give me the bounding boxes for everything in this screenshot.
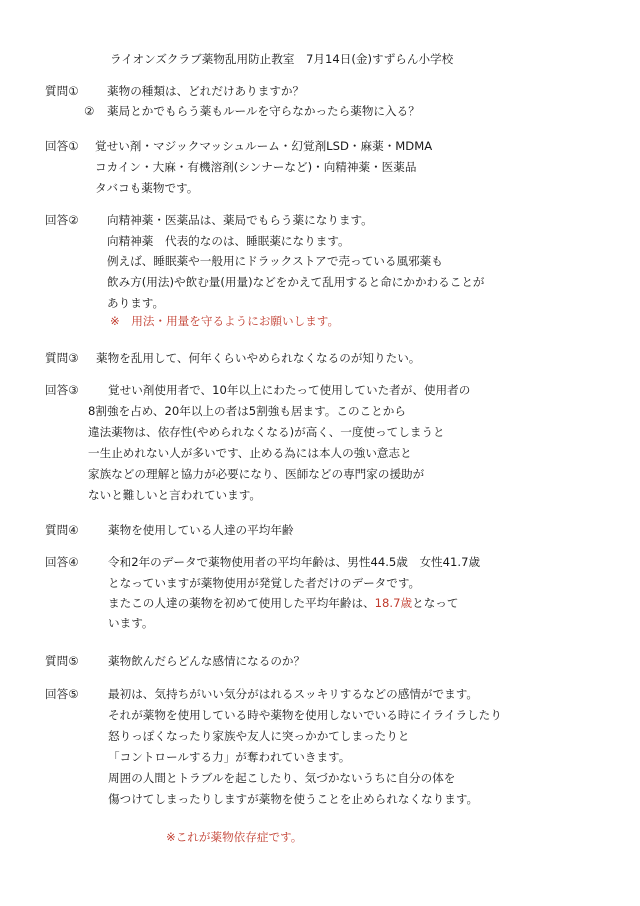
question-5-text: 薬物飲んだらどんな感情になるのか？ — [108, 654, 306, 668]
answer-3-line: 覚せい剤使用者で、10年以上にわたって使用していた者が、使用者の — [108, 383, 471, 397]
answer-1-label: 回答① — [45, 139, 79, 153]
answer-4-line: 令和2年のデータで薬物使用者の平均年齢は、男性44.5歳 女性41.7歳 — [108, 555, 481, 569]
answer-3-line: 一生止めれない人が多いです、止める為には本人の強い意志と — [88, 446, 412, 460]
answer-3-line: 家族などの理解と協力が必要になり、医師などの専門家の援助が — [88, 467, 425, 481]
answer-3-line: 8割強を占め、20年以上の者は5割強も居ます。このことから — [88, 404, 406, 418]
answer-2-line: 向精神薬・医薬品は、薬局でもらう薬になります。 — [107, 213, 373, 227]
answer-2-line: あります。 — [107, 296, 165, 310]
answer-3-label: 回答③ — [45, 383, 79, 397]
answer-1-line: コカイン・大麻・有機溶剤(シンナーなど)・向精神薬・医薬品 — [95, 160, 417, 174]
answer-5-line: 最初は、気持ちがいい気分がはれるスッキリするなどの感情がでます。 — [108, 687, 478, 701]
answer-4-line3-text: またこの人達の薬物を初めて使用した平均年齢は、 — [108, 596, 375, 610]
answer-4-label: 回答④ — [45, 555, 79, 569]
answer-2-note: ※ 用法・用量を守るようにお願いします。 — [110, 314, 340, 328]
answer-4-average-age: 18.7歳 — [374, 596, 413, 610]
document-title: ライオンズクラブ薬物乱用防止教室 7月14日(金)すずらん小学校 — [110, 52, 454, 66]
question-2-text: 薬局とかでもらう薬もルールを守らなかったら薬物に入る？ — [107, 104, 420, 118]
question-3-text: 薬物を乱用して、何年くらいやめられなくなるのが知りたい。 — [96, 351, 421, 365]
question-3-label: 質問③ — [45, 351, 79, 365]
answer-5-label: 回答⑤ — [45, 687, 79, 701]
answer-5-line: 傷つけてしまったりしますが薬物を使うことを止められなくなります。 — [108, 792, 479, 806]
question-1-text: 薬物の種類は、どれだけありますか？ — [107, 84, 305, 98]
answer-1-line: 覚せい剤・マジックマッシュルーム・幻覚剤LSD・麻薬・MDMA — [95, 139, 433, 153]
question-1-label: 質問① — [45, 84, 79, 98]
question-5-label: 質問⑤ — [45, 654, 79, 668]
question-4-text: 薬物を使用している人達の平均年齢 — [108, 523, 294, 537]
answer-4-line: います。 — [108, 616, 154, 630]
answer-4-line: となっていますが薬物使用が発覚した者だけのデータです。 — [108, 576, 421, 590]
answer-1-line: タバコも薬物です。 — [95, 181, 199, 195]
answer-2-label: 回答② — [45, 213, 79, 227]
answer-2-line: 向精神薬 代表的なのは、睡眠薬になります。 — [107, 234, 350, 248]
answer-4-line3-tail: となって — [412, 596, 459, 610]
answer-2-line: 例えば、睡眠薬や一般用にドラックストアで売っている風邪薬も — [107, 254, 443, 268]
answer-3-line: ないと難しいと言われています。 — [88, 488, 261, 502]
answer-5-line: 周囲の人間とトラブルを起こしたり、気づかないうちに自分の体を — [108, 771, 456, 785]
question-4-label: 質問④ — [45, 523, 79, 537]
answer-3-line: 違法薬物は、依存性(やめられなくなる)が高く、一度使ってしまうと — [88, 425, 445, 439]
answer-5-line: それが薬物を使用している時や薬物を使用しないでいる時にイライラしたり — [108, 708, 502, 722]
answer-2-line: 飲み方(用法)や飲む量(用量)などをかえて乱用すると命にかかわることが — [107, 275, 485, 289]
question-2-label: ② — [84, 104, 95, 118]
answer-5-line: 怒りっぽくなったり家族や友人に突っかかてしまったりと — [108, 729, 410, 743]
answer-5-line: 「コントロールする力」が奪われていきます。 — [108, 750, 351, 764]
answer-5-note: ※これが薬物依存症です。 — [166, 830, 303, 844]
answer-4-line — [108, 598, 458, 610]
